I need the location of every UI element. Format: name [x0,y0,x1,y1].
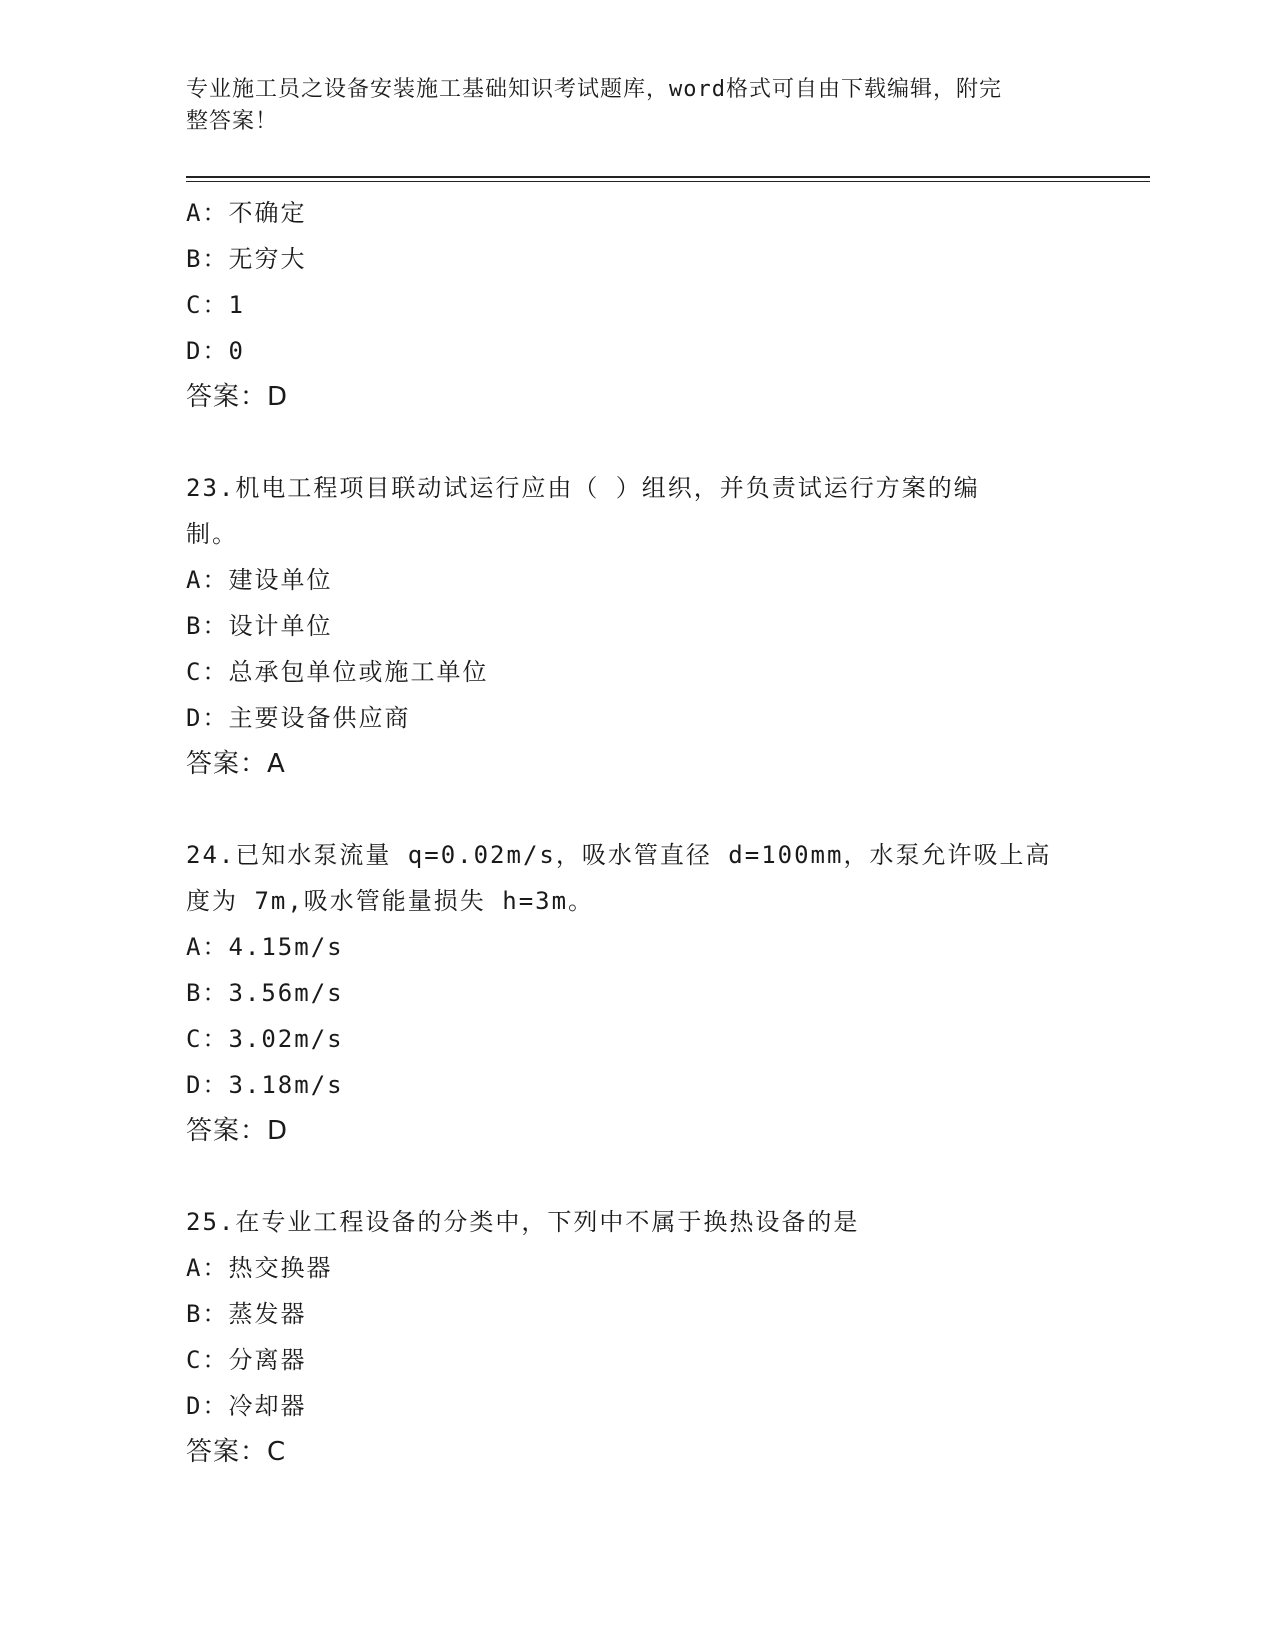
option-d: D：0 [186,337,245,365]
question-24 [186,832,1086,1154]
option-c: C：1 [186,291,245,319]
answer-line: 答案：A [186,749,286,779]
option-d: D：主要设备供应商 [186,704,411,732]
question-number: 23. [186,474,236,502]
question-number: 25. [186,1208,236,1236]
question-number: 24. [186,841,236,869]
option-b: B：3.56m/s [186,979,344,1007]
option-c: C：分离器 [186,1346,307,1374]
answer-value: C [267,1437,287,1467]
header-divider-thin [186,181,1150,182]
header-divider-thick [186,176,1150,178]
question-23 [186,465,1086,787]
option-a: A：4.15m/s [186,933,344,961]
option-b: B：无穷大 [186,245,307,273]
option-a: A：热交换器 [186,1254,333,1282]
question-22 [186,190,1086,420]
option-c: C：3.02m/s [186,1025,344,1053]
option-b: B：设计单位 [186,612,333,640]
answer-value: D [267,382,289,412]
header-title-line1: 专业施工员之设备安装施工基础知识考试题库，word格式可自由下载编辑，附完 [186,77,1002,102]
answer-line: 答案：D [186,1116,289,1146]
option-a: A：不确定 [186,199,307,227]
answer-value: A [267,749,286,779]
question-text: 23.机电工程项目联动试运行应由（ ）组织，并负责试运行方案的编 制。 [186,474,980,548]
option-b: B：蒸发器 [186,1300,307,1328]
option-a: A：建设单位 [186,566,333,594]
option-d: D：3.18m/s [186,1071,344,1099]
header-title-line2: 整答案！ [186,109,279,134]
question-text: 25.在专业工程设备的分类中，下列中不属于换热设备的是 [186,1208,860,1236]
option-d: D：冷却器 [186,1392,307,1420]
question-list [186,190,1086,1475]
answer-line: 答案：C [186,1437,287,1467]
answer-value: D [267,1116,289,1146]
document-header [186,74,1066,138]
question-text: 24.已知水泵流量 q=0.02m/s，吸水管直径 d=100mm，水泵允许吸上高 度为 7m,吸水管能量损失 h=3m。 [186,841,1052,915]
answer-line: 答案：D [186,382,289,412]
question-25 [186,1199,1086,1475]
option-c: C：总承包单位或施工单位 [186,658,489,686]
